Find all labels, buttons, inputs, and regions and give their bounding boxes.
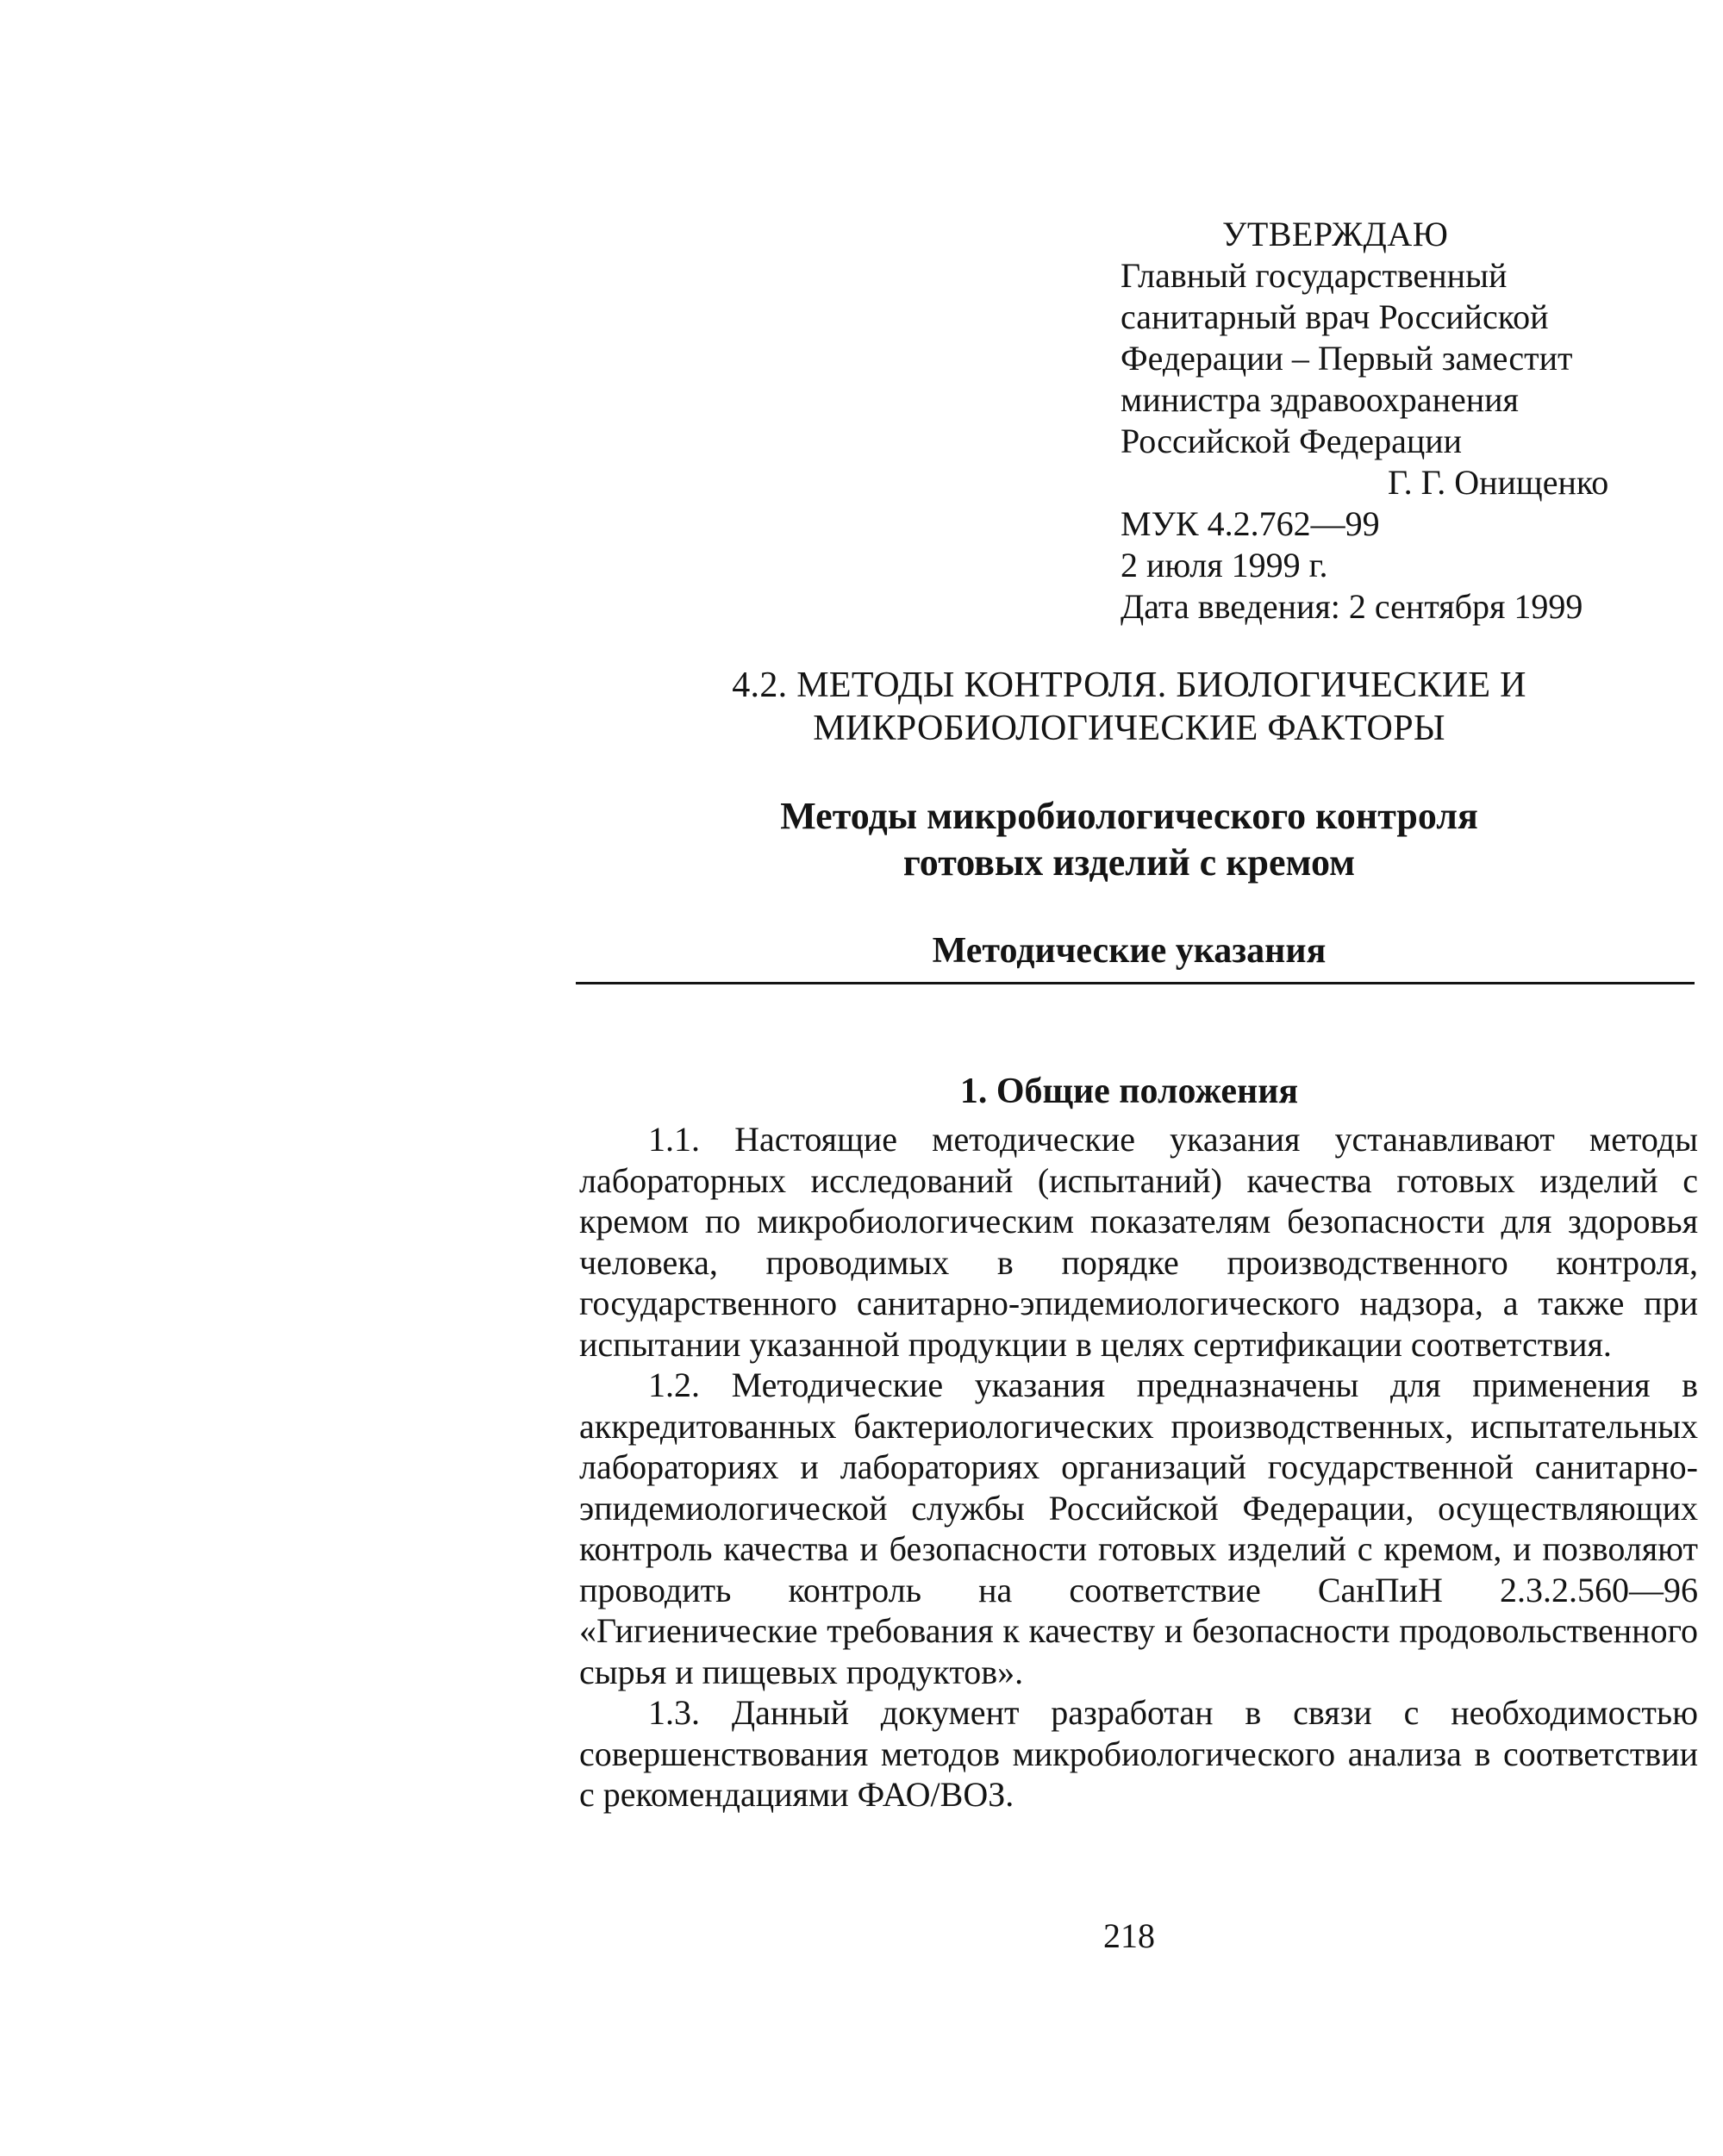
approval-title: УТВЕРЖДАЮ — [1222, 215, 1449, 253]
effective-date: Дата введения: 2 сентября 1999 — [1121, 587, 1583, 626]
section-header — [569, 664, 1689, 750]
approval-signer: Г. Г. Онищенко — [1388, 463, 1609, 502]
section-heading: 1. Общие положения — [959, 1072, 1299, 1111]
document-subtitle: Методические указания — [932, 931, 1327, 971]
paragraph: 1.3. Данный документ разработан в связи с необходимостью совершенствования методов микробиологического анализа в соответствии с рекомендациями ФАО/ВОЗ. — [579, 1693, 1698, 1814]
document-title-line: готовых изделий с кремом — [902, 841, 1356, 884]
page-number: 218 — [1103, 1916, 1155, 1955]
document-title — [569, 793, 1689, 886]
approval-line: Федерации – Первый заместит — [1121, 339, 1573, 378]
section-header-line: 4.2. МЕТОДЫ КОНТРОЛЯ. БИОЛОГИЧЕСКИЕ И — [732, 666, 1526, 705]
document-code: МУК 4.2.762—99 — [1121, 504, 1380, 543]
section-header-line: МИКРОБИОЛОГИЧЕСКИЕ ФАКТОРЫ — [813, 709, 1445, 748]
section-body — [579, 1119, 1698, 1815]
approval-line: Российской Федерации — [1121, 422, 1463, 460]
document-title-line: Методы микробиологического контроля — [780, 795, 1478, 837]
approval-line: санитарный врач Российской — [1121, 297, 1549, 336]
paragraph: 1.2. Методические указания предназначены для применения в аккредитованных бактериологических производственных, испытательных лабораториях и лабораториях организаций государственной санитарно-эпидемиологической службы Российской Федерации, осуществляющих контроль качества и безопасности готовых изделий с кремом, и позволяют проводить контроль на соответствие СанПиН 2.3.2.560—96 «Гигиенические требования к качеству и безопасности продовольственного сырья и пищевых продуктов». — [579, 1365, 1698, 1691]
approval-line: Главный государственный — [1121, 256, 1508, 295]
paragraph: 1.1. Настоящие методические указания устанавливают методы лабораторных исследований (испытаний) качества готовых изделий с кремом по микробиологическим показателям безопасности для здоровья человека, проводимых в порядке производственного контроля, государственного санитарно-эпидемиологического надзора, а также при испытании указанной продукции в целях сертификации соответствия. — [579, 1120, 1698, 1364]
horizontal-divider — [576, 982, 1695, 984]
approval-date: 2 июля 1999 г. — [1121, 546, 1328, 584]
approval-line: министра здравоохранения — [1121, 380, 1519, 419]
approval-block — [1121, 214, 1655, 628]
